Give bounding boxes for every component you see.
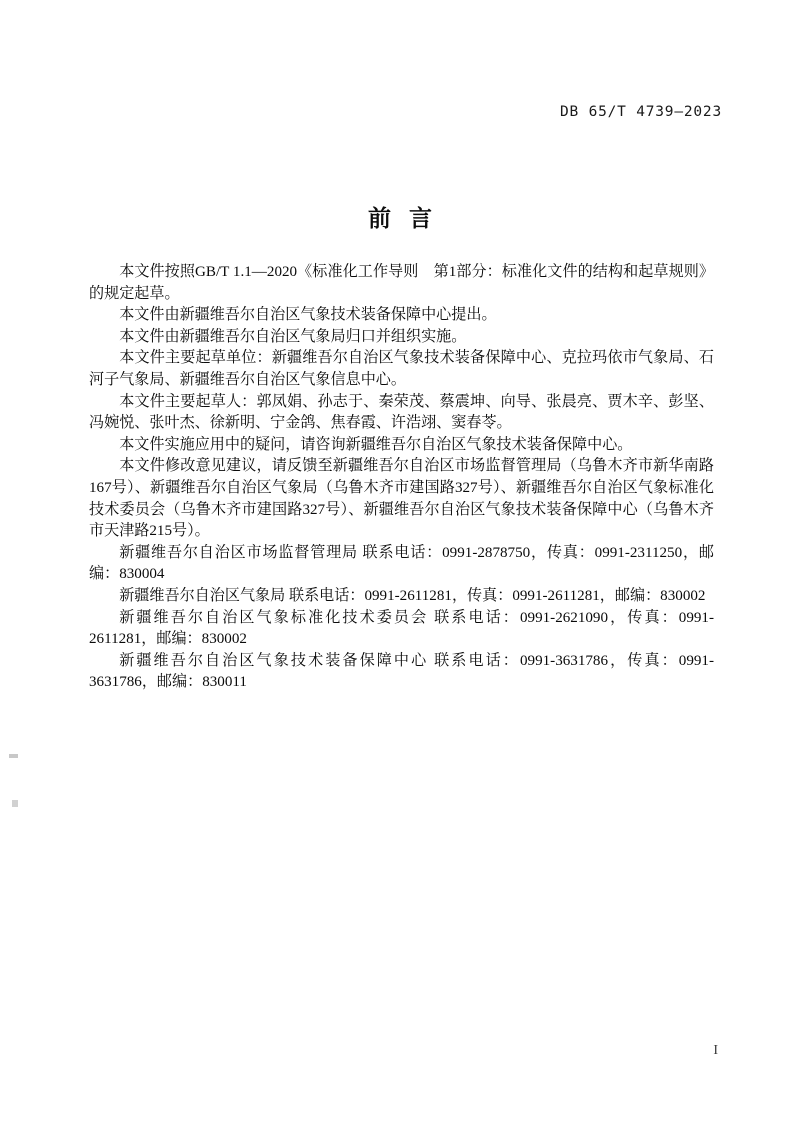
- contact-list: [89, 543, 714, 694]
- scan-artifact-mark: [9, 754, 18, 758]
- contact-market-supervision-bureau: 新疆维吾尔自治区市场监督管理局 联系电话：0991-2878750，传真：0991-2311250，邮编：830004: [89, 544, 714, 583]
- paragraph-implementation-enquiry: 本文件实施应用中的疑问，请咨询新疆维吾尔自治区气象技术装备保障中心。: [119, 436, 633, 453]
- contact-equipment-support-center: 新疆维吾尔自治区气象技术装备保障中心 联系电话：0991-3631786，传真：0991-3631786，邮编：830011: [89, 652, 714, 691]
- contact-standardization-committee: 新疆维吾尔自治区气象标准化技术委员会 联系电话：0991-2621090，传真：0991-2611281，邮编：830002: [89, 609, 714, 648]
- page-number: I: [713, 1043, 718, 1058]
- contact-meteorological-bureau: 新疆维吾尔自治区气象局 联系电话：0991-2611281，传真：0991-2611281，邮编：830002: [119, 587, 706, 604]
- scan-artifact-mark: [12, 800, 18, 807]
- foreword-body: [89, 262, 714, 694]
- paragraph-revision-feedback: 本文件修改意见建议，请反馈至新疆维吾尔自治区市场监督管理局（乌鲁木齐市新华南路167号）、新疆维吾尔自治区气象局（乌鲁木齐市建国路327号）、新疆维吾尔自治区气象标准化技术委员会（乌鲁木齐市建国路327号）、新疆维吾尔自治区气象技术装备保障中心（乌鲁木齐市天津路215号）。: [89, 458, 714, 540]
- paragraph-proposing-body: 本文件由新疆维吾尔自治区气象技术装备保障中心提出。: [119, 307, 497, 324]
- paragraph-drafting-persons: 本文件主要起草人：郭凤娟、孙志于、秦荣茂、蔡震坤、向导、张晨亮、贾木辛、彭坚、冯婉悦、张叶杰、徐新明、宁金鸽、焦春霞、许浩翊、窦春苓。: [89, 393, 714, 432]
- paragraph-administering-body: 本文件由新疆维吾尔自治区气象局归口并组织实施。: [119, 328, 467, 345]
- page-title: 前言: [368, 206, 450, 232]
- paragraph-scope-basis: 本文件按照GB/T 1.1—2020《标准化工作导则 第1部分：标准化文件的结构和起草规则》的规定起草。: [89, 264, 714, 302]
- running-header-standard-number: DB 65/T 4739—2023: [559, 104, 722, 120]
- paragraph-drafting-organizations: 本文件主要起草单位：新疆维吾尔自治区气象技术装备保障中心、克拉玛依市气象局、石河子气象局、新疆维吾尔自治区气象信息中心。: [89, 350, 714, 388]
